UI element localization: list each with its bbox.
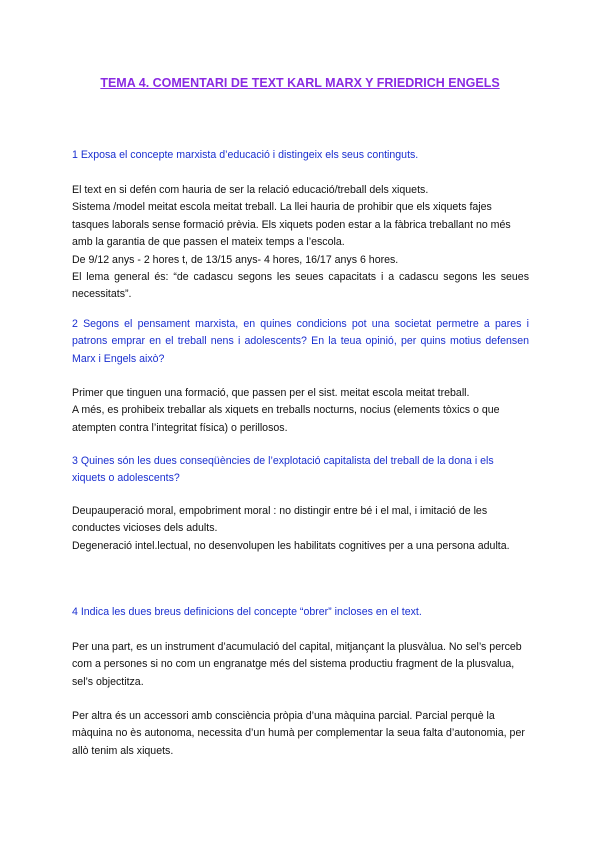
- answer-4-paragraph: Per una part, es un instrument d’acumulació del capital, mitjançant la plusvàlua. No sel’s perceb com a persones si no com un engranatge més del sistema productiu fragment de la plusvalua, sel’s objectitza.: [72, 641, 522, 688]
- answer-1: [72, 182, 529, 304]
- answer-2-paragraph: A més, es prohibeix treballar als xiquets en treballs nocturns, nocius (elements tòxics o que atempten contra l’integritat física) o perillosos.: [72, 404, 500, 434]
- question-2: 2 Segons el pensament marxista, en quines condicions pot una societat permetre a pares i patrons emprar en el treball nens i adolescents? En la teua opinió, per quins motius defensen Marx i Engels això?: [72, 318, 529, 365]
- answer-3: [72, 503, 529, 555]
- answer-4-part-2: [72, 708, 529, 760]
- question-1: 1 Exposa el concepte marxista d’educació i distingeix els seus continguts.: [72, 149, 419, 161]
- answer-1-paragraph: El lema general és: “de cadascu segons les seues capacitats i a cadascu segons les seues necessitats”.: [72, 271, 529, 301]
- answer-2: [72, 385, 529, 437]
- answer-2-paragraph: Primer que tinguen una formació, que passen per el sist. meitat escola meitat treball.: [72, 387, 470, 399]
- question-4: 4 Indica les dues breus definicions del concepte “obrer” incloses en el text.: [72, 606, 422, 618]
- question-3: 3 Quines són les dues conseqüències de l’explotació capitalista del treball de la dona i els xiquets o adolescents?: [72, 455, 494, 485]
- page-title: TEMA 4. COMENTARI DE TEXT KARL MARX Y FRIEDRICH ENGELS: [100, 76, 500, 90]
- answer-3-paragraph: Degeneració intel.lectual, no desenvolupen les habilitats cognitives per a una persona adulta.: [72, 539, 510, 552]
- answer-1-paragraph: De 9/12 anys - 2 hores t, de 13/15 anys- 4 hores, 16/17 anys 6 hores.: [72, 253, 399, 266]
- answer-4-paragraph: Per altra és un accessori amb consciència pròpia d’una màquina parcial. Parcial perquè la màquina no ès autonoma, necessita d’un humà per complementar la seua falta d’autonomia, per allò tenim als xiquets.: [72, 710, 525, 757]
- answer-3-paragraph: Deupauperació moral, empobriment moral : no distingir entre bé i el mal, i imitació de les conductes vicioses dels adults.: [72, 505, 488, 535]
- answer-1-paragraph: El text en si defén com hauria de ser la relació educació/treball dels xiquets.: [72, 184, 429, 196]
- answer-4-part-1: [72, 639, 529, 691]
- answer-1-paragraph: Sistema /model meitat escola meitat treball. La llei hauria de prohibir que els xiquets fajes tasques laborals sense formació prèvia. Els xiquets poden estar a la fàbrica treballant no més amb la garantia de que passen el mateix temps a l’escola.: [72, 201, 511, 249]
